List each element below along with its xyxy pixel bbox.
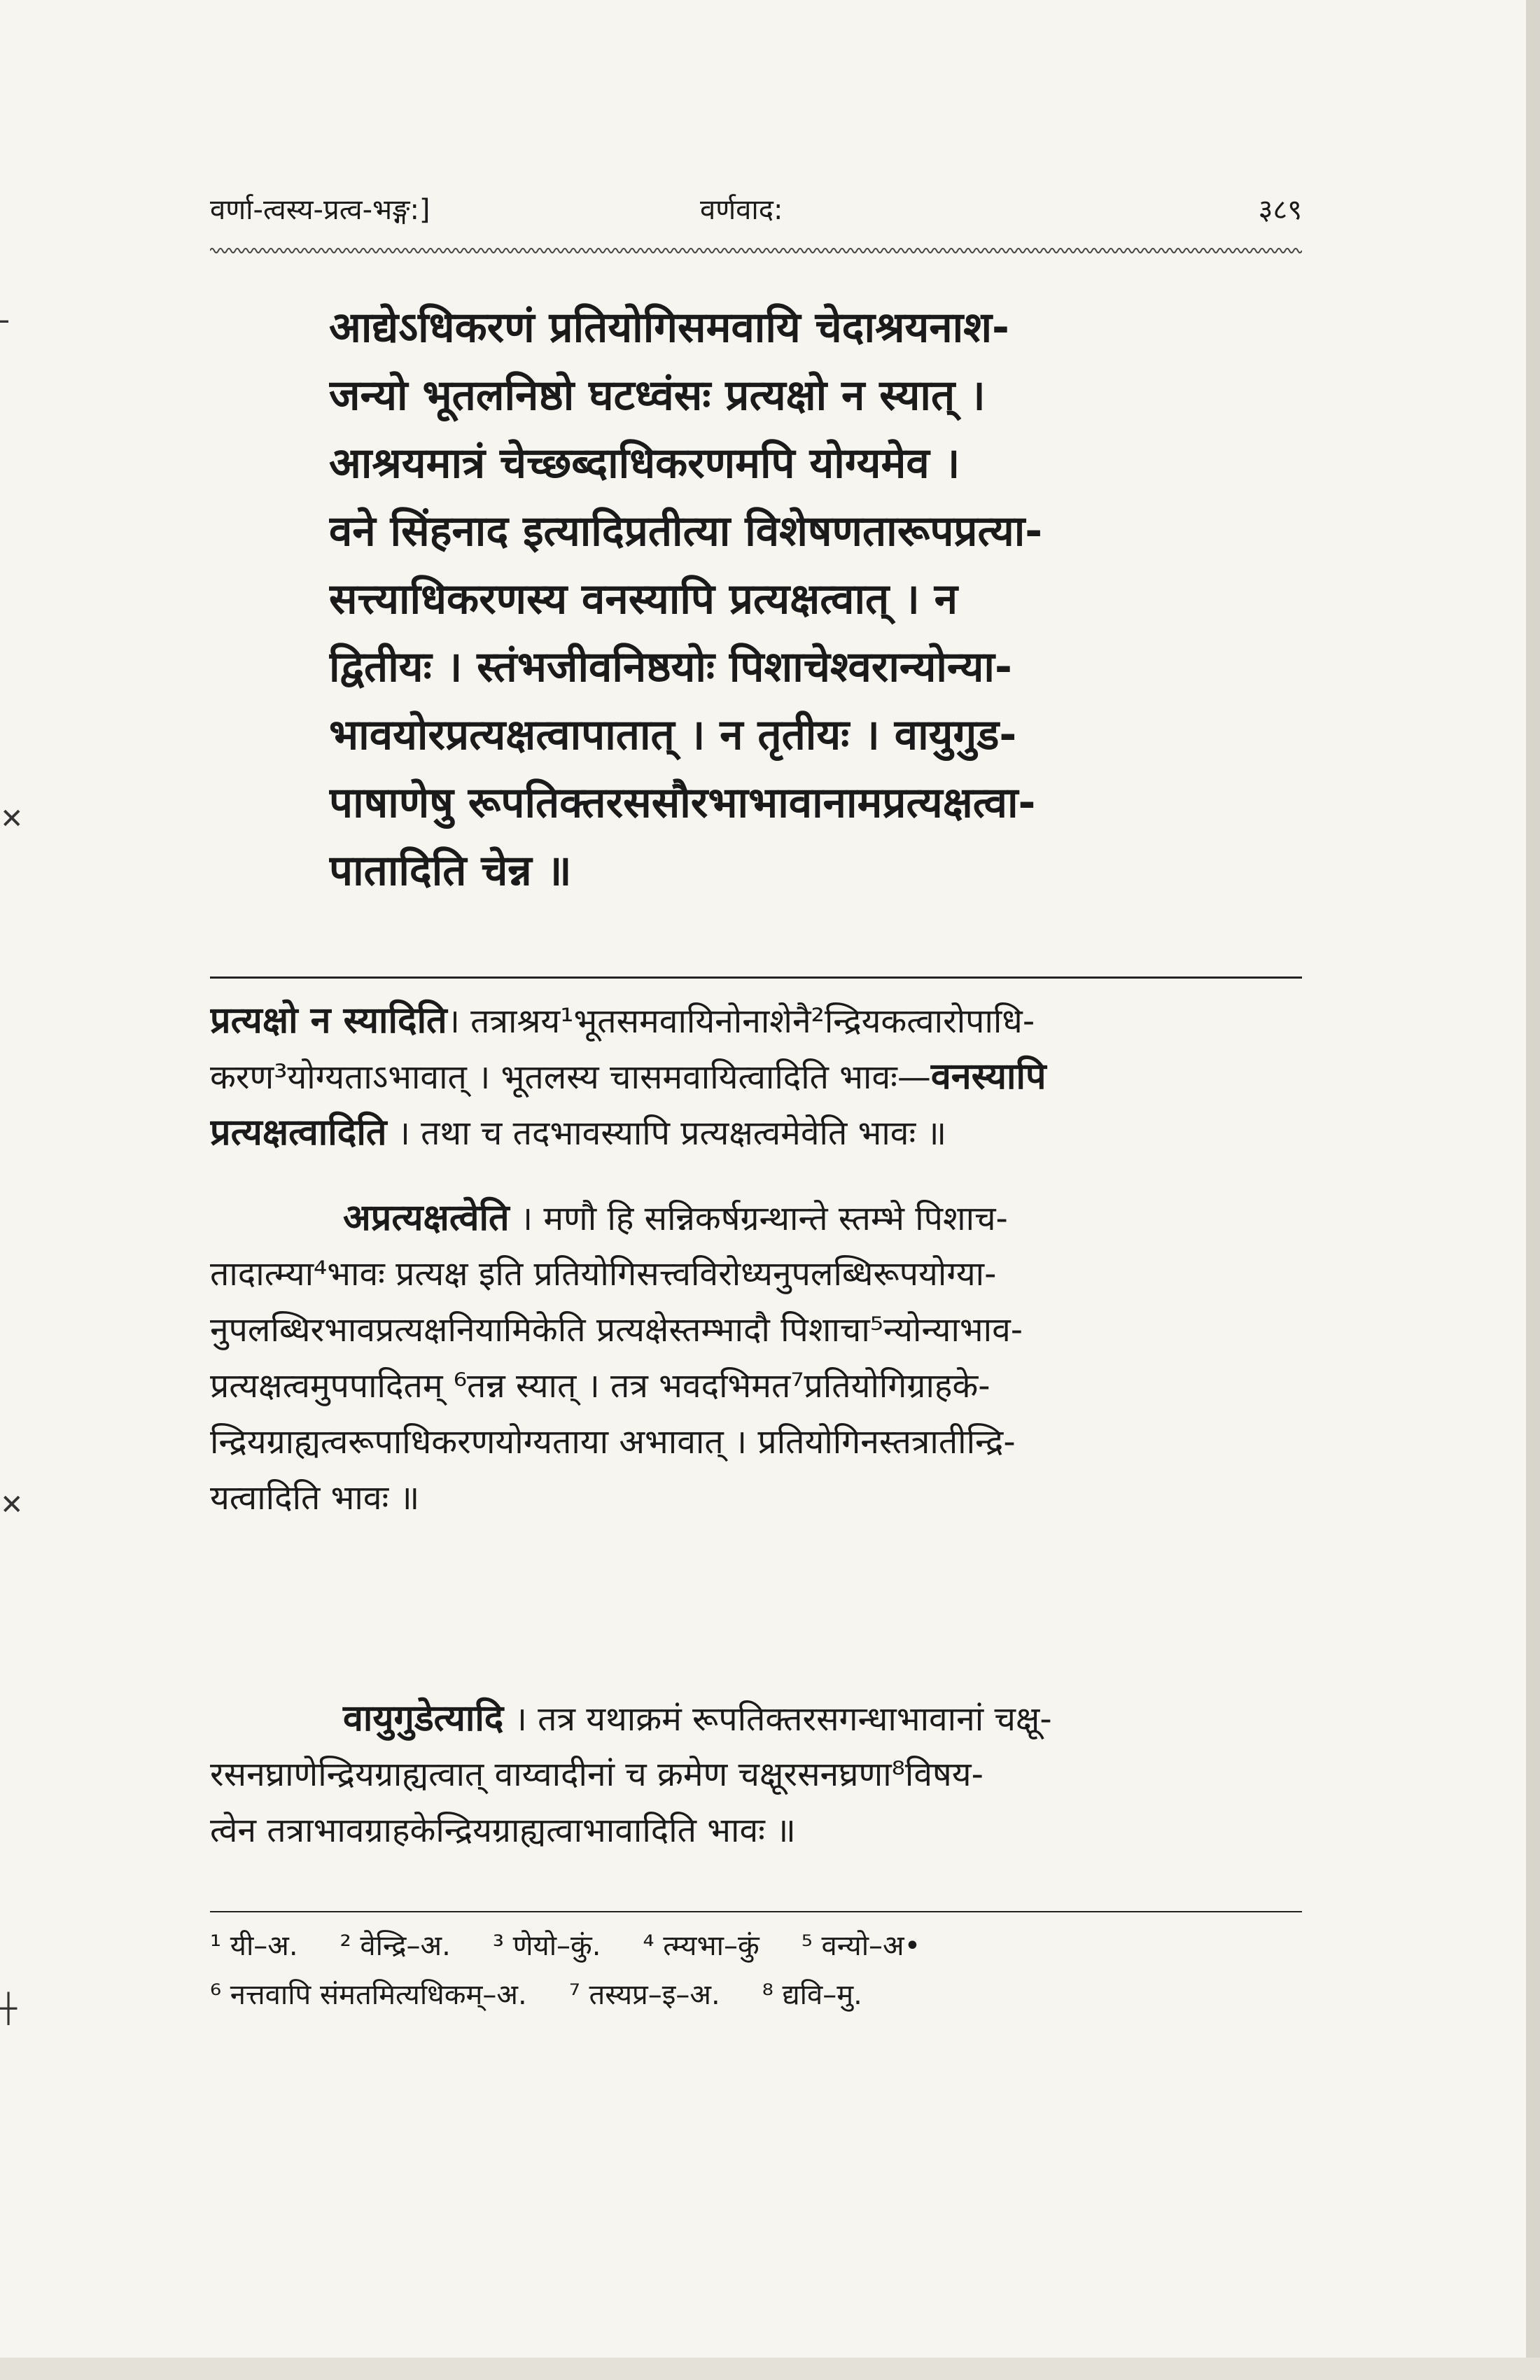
- commentary-line: [210, 1690, 1302, 1746]
- commentary-line: [210, 1746, 1302, 1802]
- commentary-text: त्वेन तत्राभावग्राहकेन्द्रियग्राह्यत्वाभावादिति भावः ॥: [210, 1811, 796, 1850]
- verse-line: पाषाणेषु रूपतिक्तरससौरभाभावानामप्रत्यक्षत्वा-: [329, 778, 1036, 827]
- commentary-text: प्रत्यक्षत्वमुपपादितम् ⁶तन्न स्यात् । तत्र भवदभिमत⁷प्रतियोगिग्राहके-: [210, 1366, 990, 1406]
- commentary-line: [210, 1246, 1302, 1302]
- footnote-divider: [210, 1911, 1302, 1912]
- footnote-line: [210, 1921, 1302, 1970]
- header-chapter-title: वर्णवाद:: [700, 194, 783, 226]
- verse-line: भावयोरप्रत्यक्षत्वापातात् । न तृतीयः । वायुगुड-: [329, 710, 1017, 760]
- margin-mark: ╴: [0, 306, 18, 338]
- commentary-line: [210, 1802, 1302, 1858]
- verse-line: वने सिंहनाद इत्यादिप्रतीत्या विशेषणतारूपप्रत्या-: [329, 507, 1043, 556]
- commentary-text: रसनघ्राणेन्द्रियग्राह्यत्वात् वाय्वादीनां च क्रमेण चक्षूरसनघ्रणा⁸विषय-: [210, 1755, 983, 1794]
- commentary-text: । तथा च तदभावस्यापि प्रत्यक्षत्वमेवेति भावः ॥: [386, 1114, 947, 1153]
- pratika-lemma: प्रत्यक्षो न स्यादिति: [210, 1000, 447, 1042]
- commentary-line: [210, 1302, 1302, 1358]
- footnote-item: ⁷ तस्यप्र–इ–अ.: [568, 1979, 720, 2011]
- footnote-item: ⁸ द्यवि–मु.: [762, 1979, 862, 2011]
- margin-mark: ✕: [0, 1489, 24, 1521]
- verse-line: पातादिति चेन्न ॥: [329, 846, 572, 895]
- commentary-block-2: [210, 1190, 1302, 1526]
- page-number: ३८९: [1258, 194, 1302, 226]
- pratika-lemma: वायुगुडेत्यादि: [343, 1698, 504, 1740]
- verse-line: आद्येऽधिकरणं प्रतियोगिसमवायि चेदाश्रयनाश-: [329, 303, 1009, 352]
- commentary-text: । मणौ हि सन्निकर्षग्रन्थान्ते स्तम्भे पिशाच-: [509, 1199, 1008, 1238]
- commentary-line: [210, 1470, 1302, 1526]
- header-wavy-rule: [210, 245, 1302, 256]
- footnote-item: ⁵ वन्यो–अ•: [801, 1930, 921, 1962]
- verse-block: [329, 294, 1309, 905]
- margin-mark: ┼: [0, 1993, 18, 2025]
- page-edge: [1526, 0, 1540, 2380]
- running-header: [210, 189, 1302, 238]
- commentary-block-1: [210, 993, 1302, 1161]
- pratika-lemma: प्रत्यक्षत्वादिति: [210, 1112, 387, 1154]
- verse-line: द्वितीयः । स्तंभजीवनिष्ठयोः पिशाचेश्वरान्योन्या-: [329, 643, 1012, 692]
- commentary-text: । तत्राश्रय¹भूतसमवायिनोनाशेनै²न्द्रियकत्वारोपाधि-: [447, 1002, 1035, 1041]
- section-divider: [210, 976, 1302, 979]
- commentary-block-3: [210, 1690, 1302, 1858]
- commentary-text: यत्वादिति भावः ॥: [210, 1478, 420, 1518]
- commentary-text: नुपलब्धिरभावप्रत्यक्षनियामिकेति प्रत्यक्षेस्तम्भादौ पिशाचा⁵न्योन्याभाव-: [210, 1310, 1023, 1350]
- margin-mark: ✕: [0, 803, 24, 835]
- verse-line: जन्यो भूतलनिष्ठो घटध्वंसः प्रत्यक्षो न स्यात् ।: [329, 371, 986, 420]
- verse-line: आश्रयमात्रं चेच्छब्दाधिकरणमपि योग्यमेव ।: [329, 439, 960, 488]
- commentary-text: तादात्म्या⁴भावः प्रत्यक्ष इति प्रतियोगिसत्त्वविरोध्यनुपलब्धिरूपयोग्या-: [210, 1254, 997, 1294]
- commentary-text: न्द्रियग्राह्यत्वरूपाधिकरणयोग्यताया अभावात् । प्रतियोगिनस्तत्रातीन्द्रि-: [210, 1422, 1016, 1462]
- footnote-item: ¹ यी–अ.: [210, 1930, 298, 1962]
- commentary-line: [210, 1358, 1302, 1414]
- commentary-line: [210, 993, 1302, 1049]
- pratika-lemma: वनस्यापि: [930, 1056, 1046, 1098]
- footnotes: [210, 1921, 1302, 2019]
- commentary-line: [210, 1414, 1302, 1470]
- footnote-line: [210, 1970, 1302, 2019]
- footnote-item: ² वेन्द्रि–अ.: [340, 1930, 451, 1962]
- footnote-item: ³ णेयो–कुं.: [492, 1930, 601, 1962]
- commentary-line: [210, 1049, 1302, 1105]
- scan-bottom-edge: [0, 2358, 1540, 2380]
- commentary-line: [210, 1105, 1302, 1161]
- commentary-text: । तत्र यथाक्रमं रूपतिक्तरसगन्धाभावानां चक्षू-: [503, 1700, 1052, 1739]
- footnote-item: ⁶ नत्तवापि संमतमित्यधिकम्–अ.: [210, 1979, 527, 2011]
- verse-line: सत्त्याधिकरणस्य वनस्यापि प्रत्यक्षत्वात् । न: [329, 575, 958, 624]
- header-section-title: वर्णा-त्वस्य-प्रत्व-भङ्ग:]: [210, 194, 430, 226]
- commentary-text: करण³योग्यताऽभावात् । भूतलस्य चासमवायित्वादिति भावः—: [210, 1058, 931, 1097]
- commentary-line: [210, 1190, 1302, 1246]
- footnote-item: ⁴ त्म्यभा–कुं: [643, 1930, 760, 1962]
- pratika-lemma: अप्रत्यक्षत्वेति: [343, 1197, 510, 1239]
